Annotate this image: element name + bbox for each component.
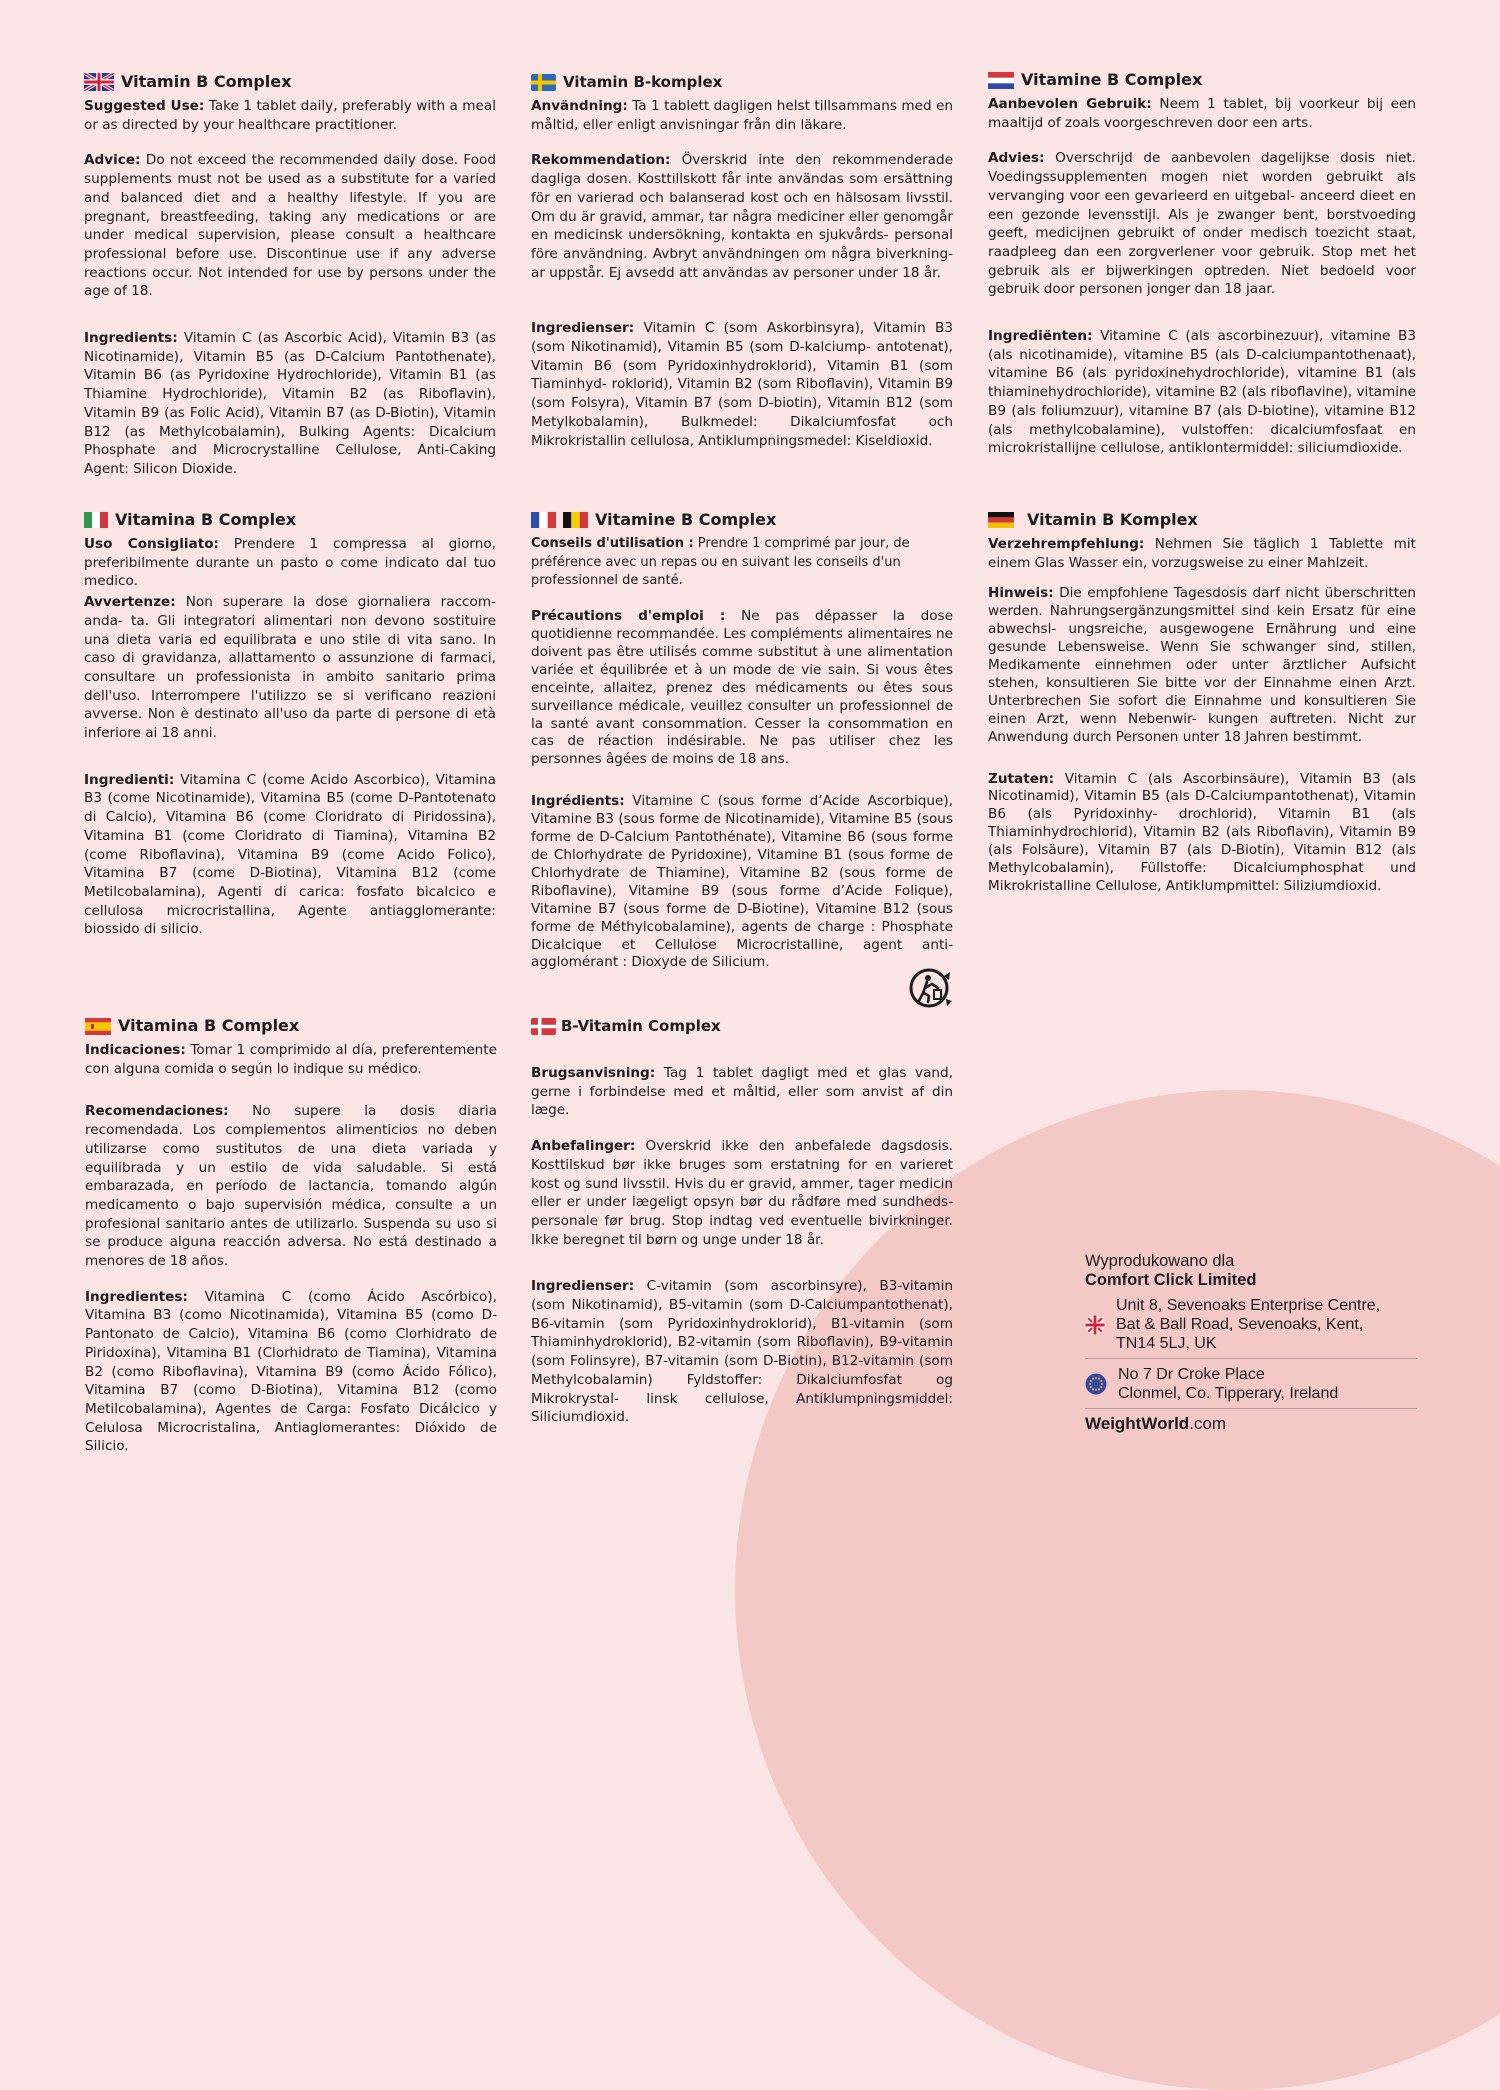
advice-paragraph: Anbefalinger: Overskrid ikke den anbefalede dagsdosis. Kosttilskud bør ikke bruges som erstatning for en varieret kost og sund livsstil. Hvis du er gravid, ammer, tager medicin eller er under lægeligt opsyn bør du rådføre med sundheds- personale før brug. Stop indtag ved eventuelle bivirkninger. Ikke beregnet til børn og unge under 18 år. [531, 1138, 953, 1248]
address-line: Clonmel, Co. Tipperary, Ireland [1118, 1385, 1339, 1402]
eu-address [1085, 1359, 1417, 1409]
website-link[interactable] [1085, 1414, 1417, 1433]
usage-paragraph: Suggested Use: Take 1 tablet daily, preferably with a meal or as directed by your healthcare practitioner. [84, 98, 497, 133]
eu-flag-icon [1085, 1373, 1107, 1395]
advice-paragraph: Hinweis: Die empfohlene Tagesdosis darf nicht überschritten werden. Nahrungsergänzungsmittel sind kein Ersatz für eine abwechsl- ungsreiche, ausgewogene Ernährung und eine gesunde Lebensweise. Wenn Sie schwanger sind, stillen, Medikamente einnehmen oder unter ärztlicher Aufsicht stehen, konsultieren Sie bitte vor der Einnahme einen Arzt. Unterbrechen Sie sofort die Einnahme und konsultieren Sie einen Arzt, wenn Nebenwir- kungen auftreten. Nicht zur Anwendung durch Personen unter 18 Jahren bestimmt. [988, 585, 1416, 745]
advice-paragraph: Rekommendation: Överskrid inte den rekommenderade dagliga dosen. Kosttillskott får inte användas som ersättning för en varierad och balanserad kost och en hälsosam livsstil. Om du är gravid, ammar, tar några mediciner eller genomgår en medicinsk undersökning, kontakta en sjukvårds- personal före användning. Avbryt användningen om några biverkning- ar uppstår. Ej avsedd att användas av personer under 18 år. [531, 152, 953, 281]
section-swedish [531, 72, 953, 467]
made-for-label: Wyprodukowano dla [1085, 1252, 1235, 1270]
uk-flag-icon [84, 73, 114, 91]
advice-paragraph: Précautions d'emploi : Ne pas dépasser la dose quotidienne recommandée. Les compléments alimentaires ne doivent pas être utilisés comme substitut à une alimentation variée et équilibrée et à un mode de vie sain. Si vous êtes enceinte, allaitez, prenez des médicaments ou êtes sous surveillance médicale, veuillez consulter un professionnel de la santé avant consommation. Cesser la consommation en cas de réaction indésirable. Ne pas utiliser chez les personnes âgées de moins de 18 ans. [531, 608, 953, 768]
recycle-person-icon [908, 966, 954, 1012]
advice-paragraph: Advice: Do not exceed the recommended daily dose. Food supplements must not be used as a substitute for a varied and balanced diet and a healthy lifestyle. If you are pregnant, breastfeeding, taking any medications or are under medical supervision, please consult a healthcare professional before use. Discontinue use if any adverse reactions occur. Not intended for use by persons under the age of 18. [84, 152, 496, 300]
italy-flag-icon [84, 512, 108, 528]
section-title: Vitamin B-komplex [563, 73, 723, 91]
usage-paragraph: Användning: Ta 1 tablett dagligen helst tillsammans med en måltid, eller enligt anvisningar från din läkare. [531, 98, 953, 133]
ingredients-paragraph: Ingredienser: Vitamin C (som Askorbinsyra), Vitamin B3 (som Nikotinamid), Vitamin B5 (som D-kalciump- antotenat), Vitamin B6 (som Pyridoxinhydroklorid), Vitamin B1 (som Tiaminhyd- roklorid), Vitamin B2 (som Riboflavin), Vitamin B9 (som Folsyra), Vitamin B7 (som D-biotin), Vitamin B12 (som Metylkobalamin), Bulkmedel: Dikalciumfosfat och Mikrokristallin cellulosa, Antiklumpningsmedel: Kiseldioxid. [531, 320, 953, 449]
section-heading [531, 510, 953, 530]
company-name: Comfort Click Limited [1085, 1271, 1257, 1289]
section-heading [84, 510, 496, 530]
usage-paragraph: Indicaciones: Tomar 1 comprimido al día, preferentemente con alguna comida o según lo indique su médico. [85, 1042, 497, 1077]
ingredients-paragraph: Ingredientes: Vitamina C (como Ácido Ascórbico), Vitamina B3 (como Nicotinamida), Vitamina B5 (como D-Pantonato de Calcio), Vitamina B6 (como Clorhidrato de Piridoxina), Vitamina B1 (Clorhidrato de Tiamina), Vitamina B2 (como Riboflavina), Vitamina B9 (como Ácido Fólico), Vitamina B7 (como D-Biotina), Vitamina B12 (como Metilcobalamina), Agentes de Carga: Fosfato Dicálcico y Celulosa Microcristalina, Antiaglomerantes: Dióxido de Silicio. [85, 1288, 497, 1455]
section-title: Vitamine B Complex [595, 510, 777, 529]
uk-flag-icon [1085, 1315, 1105, 1335]
ingredients-paragraph: Ingrédients: Vitamine C (sous forme d’Acide Ascorbique), Vitamine B3 (sous forme de Nicotinamide), Vitamine B5 (sous forme de D-Calcium Pantothénate), Vitamine B6 (sous forme de Chlorhydrate de Pyridoxine), Vitamine B1 (sous forme de Chlorhydrate de Thiamine), Vitamine B2 (sous forme de Riboflavine), Vitamine B9 (sous forme d’Acide Folique), Vitamine B7 (sous forme de D-Biotine), Vitamine B12 (sous forme de Méthylcobalamine), agents de charge : Phosphate Dicalcique et Cellulose Microcristalline, agent anti-agglomérant : Dioxyde de Silicium. [531, 793, 953, 971]
advice-paragraph: Avvertenze: Non superare la dose giornaliera raccom-anda- ta. Gli integratori alimentari non devono sostituire una dieta varia ed equilibrata e uno stile di vita sano. In caso di gravidanza, allattamento o assunzione di farmaci, consultare un professionista in ambito sanitario prima dell'uso. Interrompere l'utilizzo se si verificano reazioni avverse. Non è destinato all'uso da parte di persone di età inferiore ai 18 anni. [84, 594, 496, 742]
manufacturer-info [1085, 1252, 1417, 1433]
section-german [988, 510, 1416, 913]
denmark-flag-icon [531, 1018, 556, 1035]
belgium-flag-icon [563, 512, 588, 528]
section-title: Vitamine B Complex [1021, 70, 1203, 89]
address-line: No 7 Dr Croke Place [1118, 1366, 1265, 1383]
sweden-flag-icon [531, 74, 556, 91]
section-danish [531, 1016, 953, 1444]
section-heading [531, 72, 953, 92]
section-heading [988, 510, 1416, 530]
ingredients-paragraph: Ingrediënten: Vitamine C (als ascorbinezuur), vitamine B3 (als nicotinamide), vitamine B5 (als D-calciumpantothenaat), vitamine B6 (als pyridoxinehydrochloride), vitamine B1 (als thiaminehydrochloride), vitamine B2 (als riboflavine), vitamine B9 (als foliumzuur), vitamine B7 (als D-biotine), vitamine B12 (als methylcobalamine), vulstoffen: dicalciumfosfaat en microkristallijne cellulose, antiklontermiddel: siliciumdioxide. [988, 328, 1416, 457]
usage-paragraph: Aanbevolen Gebruik: Neem 1 tablet, bij voorkeur bij een maaltijd of zoals voorgeschreven door een arts. [988, 96, 1417, 131]
advice-paragraph: Advies: Overschrijd de aanbevolen dagelijkse dosis niet. Voedingssupplementen mogen niet worden gebruikt als vervanging voor een gevarieerd en uitgebal- anceerd dieet en een gezonde levensstijl. Als je zwanger bent, borstvoeding geeft, medicijnen gebruikt of onder medisch toezicht staat, raadpleeg dan een zorgverlener voor gebruik. Stop met het gebruik als er bijwerkingen optreden. Niet bedoeld voor gebruik door personen jonger dan 18 jaar. [988, 150, 1416, 298]
section-french [531, 510, 953, 989]
section-title: B-Vitamin Complex [561, 1017, 721, 1035]
ingredients-paragraph: Ingredients: Vitamin C (as Ascorbic Acid), Vitamin B3 (as Nicotinamide), Vitamin B5 (as D-Calcium Pantothenate), Vitamin B6 (as Pyridoxine Hydrochloride), Vitamin B1 (as Thiamine Hydrochloride), Vitamin B2 (as Riboflavin), Vitamin B9 (as Folic Acid), Vitamin B7 (as D-Biotin), Vitamin B12 (as Methylcobalamin), Bulking Agents: Dicalcium Phosphate and Microcrystalline Cellulose, Anti-Caking Agent: Silicon Dioxide. [84, 330, 496, 477]
section-title: Vitamina B Complex [115, 510, 297, 529]
usage-paragraph: Verzehrempfehlung: Nehmen Sie täglich 1 Tablette mit einem Glas Wasser ein, vorzugsweise zu einer Mahlzeit. [988, 536, 1416, 571]
advice-paragraph: Recomendaciones: No supere la dosis diaria recomendada. Los complementos alimenticios no deben utilizarse como sustitutos de una dieta variada y equilibrada y un estilo de vida saludable. Si está embarazada, en período de lactancia, tomando algún medicamento o bajo supervisión médica, consulte a un profesional sanitario antes de utilizarlo. Suspenda su uso si se produce alguna reacción adversa. No está destinado a menores de 18 años. [85, 1103, 497, 1270]
address-line: Bat & Ball Road, Sevenoaks, Kent, [1116, 1316, 1364, 1333]
uk-address [1085, 1290, 1417, 1359]
germany-flag-icon [988, 512, 1014, 528]
section-heading [531, 1016, 953, 1036]
ingredients-paragraph: Ingredienser: C-vitamin (som ascorbinsyre), B3-vitamin (som Nikotinamid), B5-vitamin (som D-Calciumpantothenat), B6-vitamin (som Pyridoxinhydroklorid), B1-vitamin (som Thiaminhydroklorid), B2-vitamin (som Riboflavin), B9-vitamin (som Folinsyre), B7-vitamin (som D-Biotin), B12-vitamin (som Methylcobalamin) Fyldstoffer: Dikalciumfosfat og Mikrokrystal- linsk cellulose, Antiklumpningsmiddel: Siliciumdioxid. [531, 1278, 953, 1426]
section-spanish [85, 1016, 497, 1473]
website-domain: .com [1189, 1414, 1227, 1433]
address-line: Unit 8, Sevenoaks Enterprise Centre, [1116, 1297, 1381, 1314]
usage-paragraph: Conseils d'utilisation : Prendre 1 comprimé par jour, de préférence avec un repas ou en suivant les conseils d'un professionnel de santé. [531, 536, 910, 589]
section-title: Vitamin B Complex [121, 72, 292, 91]
address-line: TN14 5LJ, UK [1116, 1335, 1217, 1352]
france-flag-icon [531, 512, 556, 528]
section-title: Vitamina B Complex [118, 1016, 300, 1035]
section-title: Vitamin B Komplex [1027, 510, 1198, 529]
spain-flag-icon [85, 1018, 111, 1035]
ingredients-paragraph: Zutaten: Vitamin C (als Ascorbinsäure), Vitamin B3 (als Nicotinamid), Vitamin B5 (als D-Calciumpantothenat), Vitamin B6 (als Pyridoxinhy- drochlorid), Vitamin B1 (als Thiaminhydrochlorid), Vitamin B2 (als Riboflavin), Vitamin B9 (als Folsäure), Vitamin B7 (als D-Biotin), Vitamin B12 (als Methylcobalamin), Füllstoffe: Dicalciumphosphat und Mikrokristalline Cellulose, Antiklumpmittel: Siliziumdioxid. [988, 770, 1416, 894]
section-english [84, 72, 496, 496]
section-heading [988, 70, 1416, 90]
usage-paragraph: Uso Consigliato: Prendere 1 compressa al giorno, preferibilmente durante un pasto o come indicato dal tuo medico. [84, 536, 496, 590]
section-heading [84, 72, 496, 92]
section-heading [85, 1016, 497, 1036]
section-italian [84, 510, 496, 956]
netherlands-flag-icon [988, 72, 1014, 89]
section-dutch [988, 70, 1416, 475]
ingredients-paragraph: Ingredienti: Vitamina C (come Acido Ascorbico), Vitamina B3 (come Nicotinamide), Vitamina B5 (come D-Pantotenato di Calcio), Vitamina B6 (come Cloridrato di Piridossina), Vitamina B1 (come Cloridrato di Tiamina), Vitamina B2 (come Riboflavina), Vitamina B9 (come Acido Folico), Vitamina B7 (come D-Biotina), Vitamina B12 (come Metilcobalamina), Agenti di carica: fosfato bicalcico e cellulosa microcristallina, Agente antiagglomerante: biossido di silicio. [84, 771, 496, 938]
usage-paragraph: Brugsanvisning: Tag 1 tablet dagligt med et glas vand, gerne i forbindelse med et måltid, eller som anvist af din læge. [531, 1065, 953, 1119]
website-brand: WeightWorld [1085, 1414, 1190, 1433]
